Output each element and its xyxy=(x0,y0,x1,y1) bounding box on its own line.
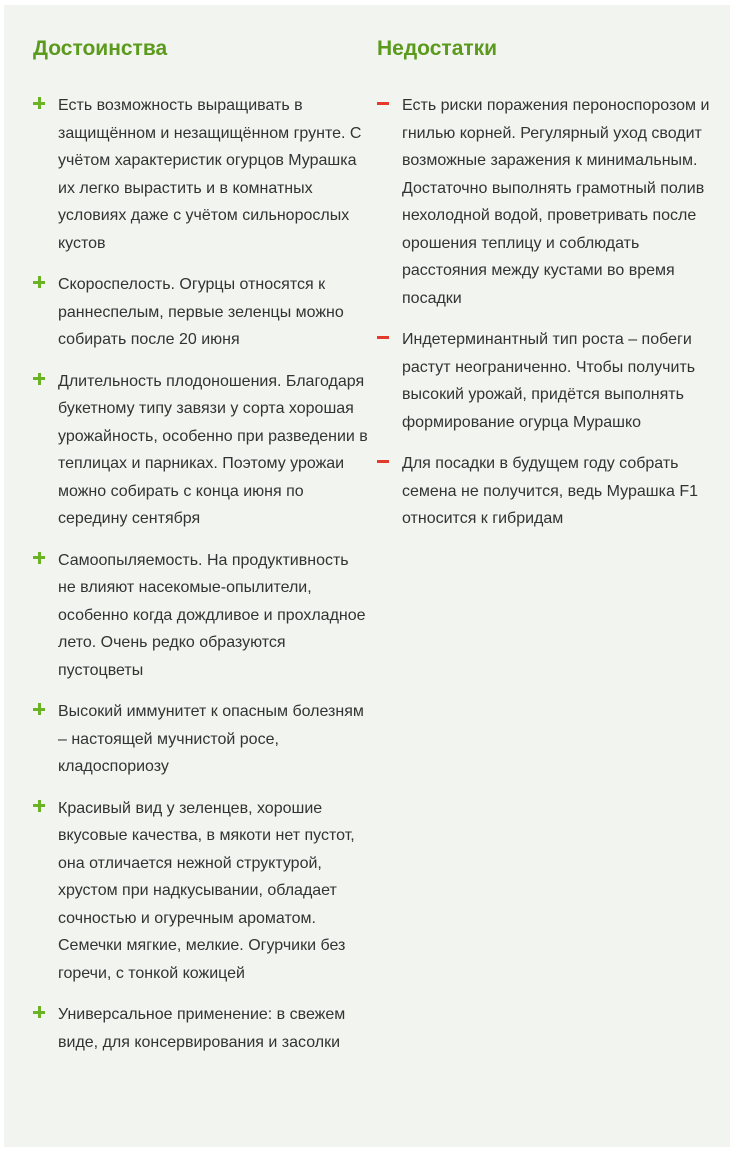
plus-icon xyxy=(33,368,45,396)
pros-item xyxy=(33,795,368,988)
plus-icon xyxy=(33,92,45,120)
pros-item-text: Скороспелость. Огурцы относятся к раннеспелым, первые зеленцы можно собирать после 20 июня xyxy=(58,276,344,348)
cons-column xyxy=(377,36,722,547)
cons-item-text: Индетерминантный тип роста – побеги растут неограниченно. Чтобы получить высокий урожай, придётся выполнять формирование огурца Мурашко xyxy=(402,331,696,431)
pros-item xyxy=(33,547,368,685)
plus-icon xyxy=(33,1001,45,1029)
minus-icon xyxy=(377,450,389,478)
minus-icon xyxy=(377,326,389,354)
pros-item-text: Высокий иммунитет к опасным болезням – настоящей мучнистой росе, кладоспориозу xyxy=(58,703,364,775)
pros-item xyxy=(33,92,368,257)
pros-item xyxy=(33,698,368,781)
pros-item xyxy=(33,368,368,533)
pros-title: Достоинства xyxy=(33,37,168,60)
pros-item-text: Красивый вид у зеленцев, хорошие вкусовые качества, в мякоти нет пустот, она отличается нежной структурой, хрустом при надкусывании, обладает сочностью и огуречным ароматом. Семечки мягкие, мелкие. Огурчики без горечи, с тонкой кожицей xyxy=(58,799,355,982)
pros-column xyxy=(33,36,368,1070)
plus-icon xyxy=(33,698,45,726)
pros-item-text: Самоопыляемость. На продуктивность не влияют насекомые-опылители, особенно когда дождливое и прохладное лето. Очень редко образуются пустоцветы xyxy=(58,551,366,679)
cons-title: Недостатки xyxy=(377,37,498,60)
plus-icon xyxy=(33,271,45,299)
cons-item xyxy=(377,92,722,312)
pros-item xyxy=(33,271,368,354)
pros-item xyxy=(33,1001,368,1056)
plus-icon xyxy=(33,795,45,823)
pros-cons-panel xyxy=(4,5,730,1147)
plus-icon xyxy=(33,547,45,575)
minus-icon xyxy=(377,92,389,120)
cons-list xyxy=(377,92,722,533)
cons-item xyxy=(377,450,722,533)
pros-item-text: Длительность плодоношения. Благодаря букетному типу завязи у сорта хорошая урожайность, особенно при разведении в теплицах и парниках. Поэтому урожаи можно собирать с конца июня по середину сентября xyxy=(58,372,368,527)
cons-item-text: Есть риски поражения пероноспорозом и гнилью корней. Регулярный уход сводит возможные заражения к минимальным. Достаточно выполнять грамотный полив нехолодной водой, проветривать после орошения теплицу и соблюдать расстояния между кустами во время посадки xyxy=(402,97,710,307)
cons-item xyxy=(377,326,722,436)
pros-list xyxy=(33,92,368,1056)
pros-item-text: Есть возможность выращивать в защищённом и незащищённом грунте. С учётом характеристик огурцов Мурашка их легко вырастить и в комнатных условиях даже с учётом сильнорослых кустов xyxy=(58,97,362,252)
cons-item-text: Для посадки в будущем году собрать семена не получится, ведь Мурашка F1 относится к гибридам xyxy=(402,455,698,527)
pros-item-text: Универсальное применение: в свежем виде, для консервирования и засолки xyxy=(58,1006,346,1051)
